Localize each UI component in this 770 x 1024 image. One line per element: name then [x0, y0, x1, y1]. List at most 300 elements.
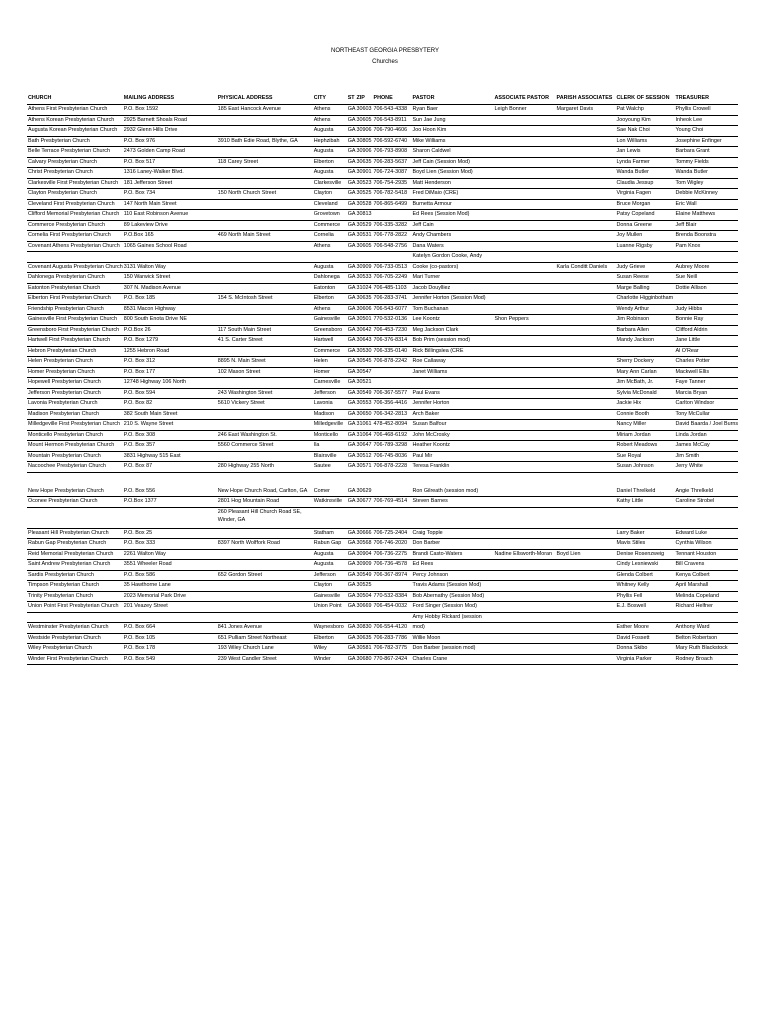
- cell-associate-pastor: [494, 451, 556, 462]
- cell-parish-associates: [556, 178, 616, 189]
- cell-treasurer: Pam Knox: [675, 241, 739, 252]
- cell-city: Elberton: [313, 157, 347, 168]
- table-row: [27, 430, 738, 441]
- cell-parish-associates: [556, 315, 616, 326]
- cell-mailing-address: 800 South Enota Drive NE: [123, 315, 217, 326]
- header-church: CHURCH: [27, 94, 123, 105]
- cell-city: Cornelia: [313, 231, 347, 242]
- cell-state: [347, 507, 356, 528]
- table-body: [27, 105, 738, 665]
- cell-phone: 706-367-8974: [373, 570, 412, 581]
- cell-treasurer: Anthony Ward: [675, 623, 739, 634]
- table-row: [27, 367, 738, 378]
- cell-mailing-address: 2023 Memorial Park Drive: [123, 591, 217, 602]
- cell-clerk-of-session: Mavis Stiles: [616, 539, 675, 550]
- cell-zip: 30521: [356, 378, 373, 389]
- cell-mailing-address: 3551 Wheeler Road: [123, 560, 217, 571]
- cell-zip: [356, 612, 373, 623]
- cell-city: Clayton: [313, 189, 347, 200]
- cell-state: GA: [347, 623, 356, 634]
- cell-zip: 30501: [356, 315, 373, 326]
- cell-state: GA: [347, 168, 356, 179]
- cell-physical-address: 239 West Candler Street: [217, 654, 313, 665]
- cell-mailing-address: 382 South Main Street: [123, 409, 217, 420]
- cell-parish-associates: [556, 283, 616, 294]
- cell-treasurer: Aubrey Moore: [675, 262, 739, 273]
- cell-parish-associates: [556, 294, 616, 305]
- cell-associate-pastor: [494, 283, 556, 294]
- cell-associate-pastor: [494, 168, 556, 179]
- cell-treasurer: April Marshall: [675, 581, 739, 592]
- cell-pastor: Arch Baker: [412, 409, 494, 420]
- cell-treasurer: Faye Tanner: [675, 378, 739, 389]
- cell-physical-address: [217, 273, 313, 284]
- cell-city: Gainesville: [313, 315, 347, 326]
- cell-physical-address: [217, 147, 313, 158]
- cell-clerk-of-session: Lon Williams: [616, 136, 675, 147]
- cell-mailing-address: 150 Warwick Street: [123, 273, 217, 284]
- cell-church: Rabun Gap Presbyterian Church: [27, 539, 123, 550]
- cell-clerk-of-session: Jooyoung Kim: [616, 115, 675, 126]
- cell-clerk-of-session: Lynda Farmer: [616, 157, 675, 168]
- cell-clerk-of-session: Denise Rosenzweig: [616, 549, 675, 560]
- cell-zip: 30549: [356, 570, 373, 581]
- cell-physical-address: [217, 168, 313, 179]
- cell-treasurer: Cynthia Wilson: [675, 539, 739, 550]
- table-row: [27, 487, 738, 497]
- cell-treasurer: [675, 612, 739, 623]
- cell-mailing-address: P.O. Box 308: [123, 430, 217, 441]
- table-row: [27, 612, 738, 623]
- cell-state: GA: [347, 570, 356, 581]
- cell-clerk-of-session: Judy Grieve: [616, 262, 675, 273]
- table-row: [27, 252, 738, 263]
- cell-pastor: Janet Williams: [412, 367, 494, 378]
- cell-physical-address: [217, 602, 313, 613]
- cell-zip: 30805: [356, 136, 373, 147]
- cell-mailing-address: 1065 Gaines School Road: [123, 241, 217, 252]
- cell-phone: 706-335-3282: [373, 220, 412, 231]
- cell-church: Clarkesville First Presbyterian Church: [27, 178, 123, 189]
- cell-clerk-of-session: Claudia Jessup: [616, 178, 675, 189]
- cell-treasurer: Tony McCullar: [675, 409, 739, 420]
- cell-phone: 706-485-1103: [373, 283, 412, 294]
- cell-church: Elberton First Presbyterian Church: [27, 294, 123, 305]
- cell-associate-pastor: [494, 147, 556, 158]
- cell-clerk-of-session: Connie Booth: [616, 409, 675, 420]
- cell-phone: 706-592-6740: [373, 136, 412, 147]
- cell-associate-pastor: [494, 126, 556, 137]
- cell-clerk-of-session: Daniel Threlkeld: [616, 487, 675, 497]
- cell-zip: 30605: [356, 241, 373, 252]
- table-row: [27, 528, 738, 539]
- cell-pastor: Sharon Caldwel: [412, 147, 494, 158]
- cell-clerk-of-session: Phyllis Fell: [616, 591, 675, 602]
- cell-parish-associates: [556, 241, 616, 252]
- cell-phone: 706-733-0513: [373, 262, 412, 273]
- cell-church: Union Point First Presbyterian Church: [27, 602, 123, 613]
- cell-physical-address: [217, 178, 313, 189]
- cell-associate-pastor: Leigh Bonner: [494, 105, 556, 116]
- cell-church: Bath Presbyterian Church: [27, 136, 123, 147]
- cell-parish-associates: [556, 115, 616, 126]
- cell-city: Elberton: [313, 294, 347, 305]
- cell-phone: 706-548-2756: [373, 241, 412, 252]
- cell-state: GA: [347, 136, 356, 147]
- cell-clerk-of-session: Glenda Colbert: [616, 570, 675, 581]
- cell-physical-address: 118 Carey Street: [217, 157, 313, 168]
- cell-associate-pastor: [494, 507, 556, 528]
- cell-treasurer: Bonnie Ray: [675, 315, 739, 326]
- cell-state: GA: [347, 581, 356, 592]
- cell-parish-associates: [556, 199, 616, 210]
- cell-mailing-address: P.O.Box 26: [123, 325, 217, 336]
- header-treasurer: TREASURER: [675, 94, 739, 105]
- table-row: [27, 581, 738, 592]
- cell-zip: 30904: [356, 549, 373, 560]
- cell-pastor: [412, 472, 494, 487]
- cell-treasurer: Sue Neill: [675, 273, 739, 284]
- cell-physical-address: 651 Pulliam Street Northeast: [217, 633, 313, 644]
- cell-physical-address: New Hope Church Road, Carlton, GA: [217, 487, 313, 497]
- table-row: [27, 273, 738, 284]
- cell-city: [313, 507, 347, 528]
- cell-church: Clifford Memorial Presbyterian Church: [27, 210, 123, 221]
- cell-phone: 706-782-3775: [373, 644, 412, 655]
- cell-phone: 706-725-2404: [373, 528, 412, 539]
- cell-church: Homer Presbyterian Church: [27, 367, 123, 378]
- cell-parish-associates: [556, 136, 616, 147]
- cell-church: Cleveland First Presbyterian Church: [27, 199, 123, 210]
- cell-physical-address: 8397 North Wolffork Road: [217, 539, 313, 550]
- header-city: CITY: [313, 94, 347, 105]
- cell-mailing-address: P.O. Box 517: [123, 157, 217, 168]
- cell-treasurer: Mary Ruth Blackstock: [675, 644, 739, 655]
- cell-zip: 30525: [356, 189, 373, 200]
- cell-church: Calvary Presbyterian Church: [27, 157, 123, 168]
- cell-state: GA: [347, 378, 356, 389]
- cell-phone: 706-789-3298: [373, 441, 412, 452]
- cell-state: GA: [347, 357, 356, 368]
- cell-parish-associates: [556, 346, 616, 357]
- cell-parish-associates: [556, 367, 616, 378]
- cell-state: GA: [347, 126, 356, 137]
- cell-state: GA: [347, 462, 356, 473]
- cell-parish-associates: [556, 157, 616, 168]
- cell-zip: 30647: [356, 441, 373, 452]
- cell-state: [347, 612, 356, 623]
- cell-physical-address: [217, 472, 313, 487]
- cell-physical-address: [217, 220, 313, 231]
- cell-state: GA: [347, 591, 356, 602]
- cell-mailing-address: 2473 Golden Camp Road: [123, 147, 217, 158]
- cell-treasurer: Rodney Broach: [675, 654, 739, 665]
- cell-mailing-address: 181 Jefferson Street: [123, 178, 217, 189]
- cell-mailing-address: P.O. Box 586: [123, 570, 217, 581]
- cell-pastor: [412, 507, 494, 528]
- cell-pastor: Boyd Lien (Session Mod): [412, 168, 494, 179]
- cell-state: GA: [347, 497, 356, 508]
- cell-zip: 30529: [356, 220, 373, 231]
- cell-mailing-address: [123, 252, 217, 263]
- cell-city: Athens: [313, 105, 347, 116]
- cell-mailing-address: P.O. Box 556: [123, 487, 217, 497]
- cell-city: [313, 612, 347, 623]
- cell-parish-associates: [556, 189, 616, 200]
- cell-clerk-of-session: Mandy Jackson: [616, 336, 675, 347]
- cell-city: Augusta: [313, 126, 347, 137]
- cell-phone: 706-335-0140: [373, 346, 412, 357]
- cell-parish-associates: [556, 210, 616, 221]
- cell-clerk-of-session: Wendy Arthur: [616, 304, 675, 315]
- table-row: [27, 633, 738, 644]
- cell-pastor: Steven Barnes: [412, 497, 494, 508]
- cell-zip: 30504: [356, 591, 373, 602]
- cell-state: GA: [347, 441, 356, 452]
- header-associate-pastor: ASSOCIATE PASTOR: [494, 94, 556, 105]
- cell-associate-pastor: [494, 497, 556, 508]
- cell-mailing-address: P.O. Box 25: [123, 528, 217, 539]
- table-row: [27, 315, 738, 326]
- cell-parish-associates: [556, 441, 616, 452]
- cell-phone: 770-532-0136: [373, 315, 412, 326]
- cell-mailing-address: P.O. Box 177: [123, 367, 217, 378]
- cell-parish-associates: [556, 357, 616, 368]
- cell-mailing-address: P.O. Box 1279: [123, 336, 217, 347]
- cell-associate-pastor: [494, 210, 556, 221]
- cell-phone: 706-705-2249: [373, 273, 412, 284]
- cell-pastor: Meg Jackson Clark: [412, 325, 494, 336]
- cell-state: GA: [347, 189, 356, 200]
- cell-associate-pastor: [494, 528, 556, 539]
- cell-mailing-address: 89 Lakeview Drive: [123, 220, 217, 231]
- cell-state: GA: [347, 528, 356, 539]
- cell-clerk-of-session: Sae Nak Choi: [616, 126, 675, 137]
- cell-treasurer: Al O'Rear: [675, 346, 739, 357]
- cell-parish-associates: [556, 325, 616, 336]
- cell-mailing-address: P.O.Box 165: [123, 231, 217, 242]
- cell-state: GA: [347, 147, 356, 158]
- header-pastor: PASTOR: [412, 94, 494, 105]
- cell-physical-address: [217, 262, 313, 273]
- cell-treasurer: Debbie McKinney: [675, 189, 739, 200]
- cell-clerk-of-session: Barbara Allen: [616, 325, 675, 336]
- cell-physical-address: [217, 560, 313, 571]
- cell-mailing-address: P.O. Box 312: [123, 357, 217, 368]
- cell-associate-pastor: [494, 294, 556, 305]
- cell-pastor: Ron Gilreath (session mod): [412, 487, 494, 497]
- cell-parish-associates: [556, 126, 616, 137]
- cell-physical-address: 3910 Bath Edie Road, Blythe, GA: [217, 136, 313, 147]
- cell-church: Commerce Presbyterian Church: [27, 220, 123, 231]
- cell-associate-pastor: [494, 346, 556, 357]
- cell-physical-address: [217, 420, 313, 431]
- cell-city: Union Point: [313, 602, 347, 613]
- cell-clerk-of-session: Robert Meadows: [616, 441, 675, 452]
- cell-city: Commerce: [313, 346, 347, 357]
- cell-city: Jefferson: [313, 388, 347, 399]
- cell-associate-pastor: [494, 178, 556, 189]
- cell-zip: 30680: [356, 654, 373, 665]
- cell-church: Belle Terrace Presbyterian Church: [27, 147, 123, 158]
- table-row: [27, 231, 738, 242]
- cell-mailing-address: P.O. Box 178: [123, 644, 217, 655]
- cell-church: Covenant Athens Presbyterian Church: [27, 241, 123, 252]
- table-row: [27, 497, 738, 508]
- cell-physical-address: [217, 199, 313, 210]
- cell-city: Winder: [313, 654, 347, 665]
- cell-zip: 30512: [356, 451, 373, 462]
- cell-physical-address: [217, 612, 313, 623]
- table-row: [27, 168, 738, 179]
- cell-mailing-address: [123, 507, 217, 528]
- cell-church: Winder First Presbyterian Church: [27, 654, 123, 665]
- churches-table: [27, 94, 738, 665]
- cell-phone: 706-878-2228: [373, 462, 412, 473]
- cell-city: Sautee: [313, 462, 347, 473]
- cell-phone: 706-543-4338: [373, 105, 412, 116]
- table-row: [27, 147, 738, 158]
- cell-treasurer: James McCay: [675, 441, 739, 452]
- cell-phone: 706-356-4416: [373, 399, 412, 410]
- cell-parish-associates: [556, 399, 616, 410]
- cell-church: Mountain Presbyterian Church: [27, 451, 123, 462]
- cell-state: GA: [347, 336, 356, 347]
- cell-clerk-of-session: Virginia Parker: [616, 654, 675, 665]
- cell-clerk-of-session: Wanda Butler: [616, 168, 675, 179]
- cell-associate-pastor: [494, 157, 556, 168]
- cell-phone: [373, 487, 412, 497]
- cell-treasurer: Inheok Lee: [675, 115, 739, 126]
- cell-associate-pastor: [494, 252, 556, 263]
- cell-clerk-of-session: Bruce Morgan: [616, 199, 675, 210]
- cell-clerk-of-session: Jackie Hix: [616, 399, 675, 410]
- cell-church: [27, 252, 123, 263]
- cell-parish-associates: [556, 252, 616, 263]
- cell-clerk-of-session: Donna Greene: [616, 220, 675, 231]
- cell-state: GA: [347, 273, 356, 284]
- cell-zip: 30669: [356, 602, 373, 613]
- cell-church: Oconee Presbyterian Church: [27, 497, 123, 508]
- cell-zip: [356, 472, 373, 487]
- cell-parish-associates: Boyd Lien: [556, 549, 616, 560]
- cell-treasurer: Tom Wigley: [675, 178, 739, 189]
- cell-parish-associates: [556, 570, 616, 581]
- cell-city: Augusta: [313, 168, 347, 179]
- table-row: [27, 472, 738, 487]
- cell-zip: 30666: [356, 528, 373, 539]
- cell-pastor: Ed Rees (Session Mod): [412, 210, 494, 221]
- cell-associate-pastor: [494, 409, 556, 420]
- cell-church: Cornelia First Presbyterian Church: [27, 231, 123, 242]
- cell-treasurer: Jim Smith: [675, 451, 739, 462]
- cell-zip: 30523: [356, 178, 373, 189]
- cell-zip: 30545: [356, 357, 373, 368]
- cell-physical-address: 652 Gordon Street: [217, 570, 313, 581]
- cell-zip: 30642: [356, 325, 373, 336]
- cell-phone: [373, 581, 412, 592]
- cell-phone: [373, 252, 412, 263]
- cell-associate-pastor: [494, 420, 556, 431]
- cell-mailing-address: P.O.Box 1377: [123, 497, 217, 508]
- cell-state: GA: [347, 487, 356, 497]
- cell-zip: 30629: [356, 487, 373, 497]
- cell-physical-address: 102 Mason Street: [217, 367, 313, 378]
- cell-treasurer: [675, 507, 739, 528]
- cell-pastor: Travis Adams (Session Mod): [412, 581, 494, 592]
- table-row: [27, 178, 738, 189]
- cell-zip: 30571: [356, 462, 373, 473]
- cell-clerk-of-session: Sylvia McDonald: [616, 388, 675, 399]
- cell-parish-associates: [556, 420, 616, 431]
- table-row: [27, 591, 738, 602]
- cell-parish-associates: [556, 581, 616, 592]
- cell-parish-associates: [556, 451, 616, 462]
- cell-clerk-of-session: [616, 612, 675, 623]
- cell-city: Greensboro: [313, 325, 347, 336]
- cell-clerk-of-session: Donna Skibo: [616, 644, 675, 655]
- cell-state: GA: [347, 283, 356, 294]
- cell-parish-associates: [556, 487, 616, 497]
- cell-pastor: Ryan Baer: [412, 105, 494, 116]
- cell-state: [347, 252, 356, 263]
- cell-church: Nacoochee Presbyterian Church: [27, 462, 123, 473]
- cell-treasurer: [675, 472, 739, 487]
- cell-pastor: Joo Hoon Kim: [412, 126, 494, 137]
- cell-treasurer: Bill Cravens: [675, 560, 739, 571]
- cell-phone: 706-554-4120: [373, 623, 412, 634]
- table-row: [27, 346, 738, 357]
- cell-phone: 706-745-8036: [373, 451, 412, 462]
- cell-church: Christ Presbyterian Church: [27, 168, 123, 179]
- cell-zip: 30553: [356, 399, 373, 410]
- cell-associate-pastor: [494, 644, 556, 655]
- cell-zip: 30568: [356, 539, 373, 550]
- cell-phone: 706-782-5418: [373, 189, 412, 200]
- cell-clerk-of-session: [616, 252, 675, 263]
- cell-treasurer: Richard Helfner: [675, 602, 739, 613]
- cell-treasurer: Josephine Enfinger: [675, 136, 739, 147]
- table-row: [27, 210, 738, 221]
- cell-physical-address: 185 East Hancock Avenue: [217, 105, 313, 116]
- table-row: [27, 357, 738, 368]
- cell-physical-address: [217, 409, 313, 420]
- cell-zip: 30909: [356, 262, 373, 273]
- cell-zip: 30603: [356, 105, 373, 116]
- cell-pastor: Andy Chambers: [412, 231, 494, 242]
- cell-phone: [373, 210, 412, 221]
- cell-pastor: Bob Abernathy (Session Mod): [412, 591, 494, 602]
- cell-state: GA: [347, 399, 356, 410]
- cell-physical-address: [217, 528, 313, 539]
- cell-phone: 706-342-2813: [373, 409, 412, 420]
- cell-associate-pastor: [494, 388, 556, 399]
- cell-pastor: Don Barber (session mod): [412, 644, 494, 655]
- cell-state: GA: [347, 420, 356, 431]
- document-subtitle: Churches: [372, 59, 398, 65]
- cell-mailing-address: P.O. Box 549: [123, 654, 217, 665]
- cell-church: Madison Presbyterian Church: [27, 409, 123, 420]
- cell-phone: [373, 378, 412, 389]
- cell-phone: 706-746-2020: [373, 539, 412, 550]
- cell-zip: 30901: [356, 168, 373, 179]
- cell-associate-pastor: [494, 602, 556, 613]
- cell-associate-pastor: [494, 199, 556, 210]
- cell-zip: [356, 507, 373, 528]
- cell-church: Timpson Presbyterian Church: [27, 581, 123, 592]
- cell-mailing-address: 35 Hawthorne Lane: [123, 581, 217, 592]
- cell-clerk-of-session: Susan Johnson: [616, 462, 675, 473]
